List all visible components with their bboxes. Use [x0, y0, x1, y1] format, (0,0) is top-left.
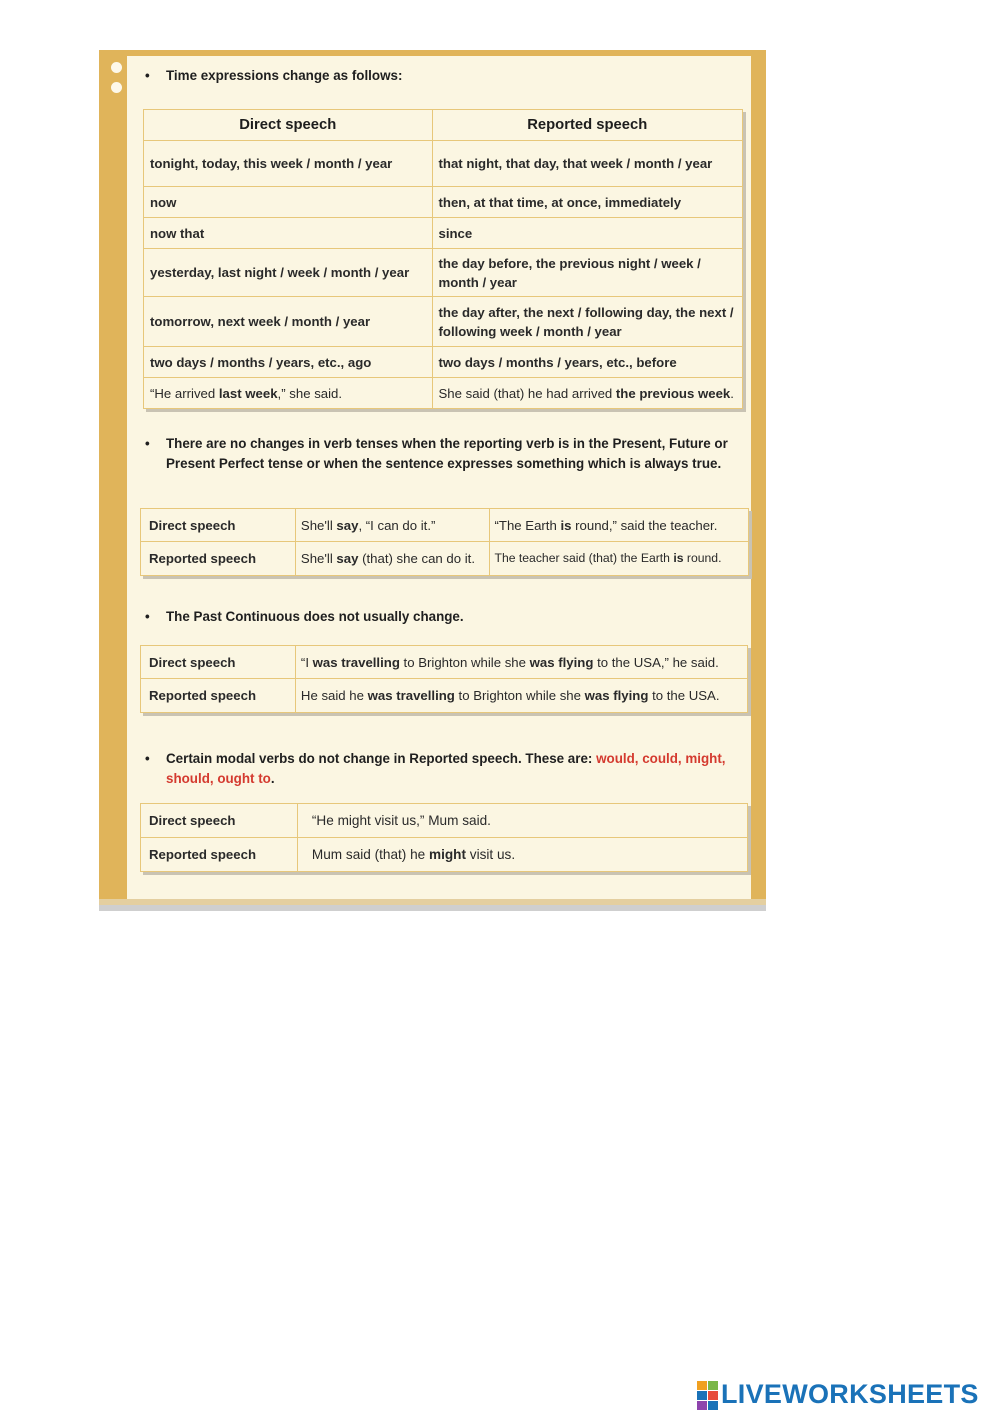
direct-cell: two days / months / years, etc., ago [144, 347, 433, 378]
table-header-row [144, 110, 743, 141]
logo-text: LIVEWORKSHEETS [721, 1378, 979, 1409]
modal-verbs-table [140, 803, 748, 872]
reported-cell: the day before, the previous night / week / month / year [432, 249, 743, 297]
section2-heading: • There are no changes in verb tenses when the reporting verb is in the Present, Future or Present Perfect tense or when the sentence expresses something which is always true. [145, 436, 728, 471]
bullet-icon: • [145, 609, 150, 624]
table-row [141, 804, 748, 838]
liveworksheets-badge-icon [697, 1379, 719, 1409]
reported-cell: since [432, 218, 743, 249]
table-row [141, 679, 748, 713]
direct-cell: “I was travelling to Brighton while she was flying to the USA,” he said. [295, 646, 747, 679]
reported-cell: the day after, the next / following day, the next / following week / month / year [432, 297, 743, 347]
page-shadow [99, 905, 766, 911]
liveworksheets-logo[interactable] [697, 1378, 979, 1410]
table-row [141, 542, 749, 576]
time-expressions-table [143, 109, 743, 409]
example-reported: She said (that) he had arrived the previous week. [432, 378, 743, 409]
example-row [144, 378, 743, 409]
table-row [144, 187, 743, 218]
bullet-icon: • [145, 68, 150, 83]
section3-heading: • The Past Continuous does not usually change. [166, 607, 746, 627]
direct-cell: She'll say, “I can do it.” [295, 509, 489, 542]
reported-cell: She'll say (that) she can do it. [295, 542, 489, 576]
reported-cell: He said he was travelling to Brighton while she was flying to the USA. [295, 679, 747, 713]
reported-cell: Mum said (that) he might visit us. [297, 838, 747, 872]
table-row [141, 646, 748, 679]
direct-label: Direct speech [141, 646, 296, 679]
reported-cell: that night, that day, that week / month / year [432, 141, 743, 187]
direct-cell: now [144, 187, 433, 218]
direct-cell: tomorrow, next week / month / year [144, 297, 433, 347]
reported-cell: The teacher said (that) the Earth is round. [489, 542, 749, 576]
direct-label: Direct speech [141, 509, 296, 542]
section4-heading: • Certain modal verbs do not change in Reported speech. These are: would, could, might, should, ought to. [145, 751, 726, 786]
column-header-direct: Direct speech [144, 110, 433, 141]
direct-cell: tonight, today, this week / month / year [144, 141, 433, 187]
reported-label: Reported speech [141, 838, 298, 872]
table-row [144, 297, 743, 347]
direct-cell: yesterday, last night / week / month / year [144, 249, 433, 297]
column-header-reported: Reported speech [432, 110, 743, 141]
section1-heading: • Time expressions change as follows: [166, 66, 746, 86]
direct-label: Direct speech [141, 804, 298, 838]
table-row [144, 141, 743, 187]
table-row [144, 249, 743, 297]
example-direct: “He arrived last week,” she said. [144, 378, 433, 409]
direct-cell: “The Earth is round,” said the teacher. [489, 509, 749, 542]
modal-verbs: would, could, might, should, ought to [166, 751, 726, 786]
reported-cell: two days / months / years, etc., before [432, 347, 743, 378]
reported-cell: then, at that time, at once, immediately [432, 187, 743, 218]
binder-hole-icon [111, 82, 122, 93]
bullet-icon: • [145, 436, 150, 451]
table-row [141, 838, 748, 872]
bullet-icon: • [145, 751, 150, 766]
reported-label: Reported speech [141, 679, 296, 713]
binder-hole-icon [111, 62, 122, 73]
direct-cell: “He might visit us,” Mum said. [297, 804, 747, 838]
reported-label: Reported speech [141, 542, 296, 576]
table-row [144, 218, 743, 249]
direct-cell: now that [144, 218, 433, 249]
past-continuous-table [140, 645, 748, 713]
table-row [141, 509, 749, 542]
table-row [144, 347, 743, 378]
tense-table [140, 508, 749, 576]
